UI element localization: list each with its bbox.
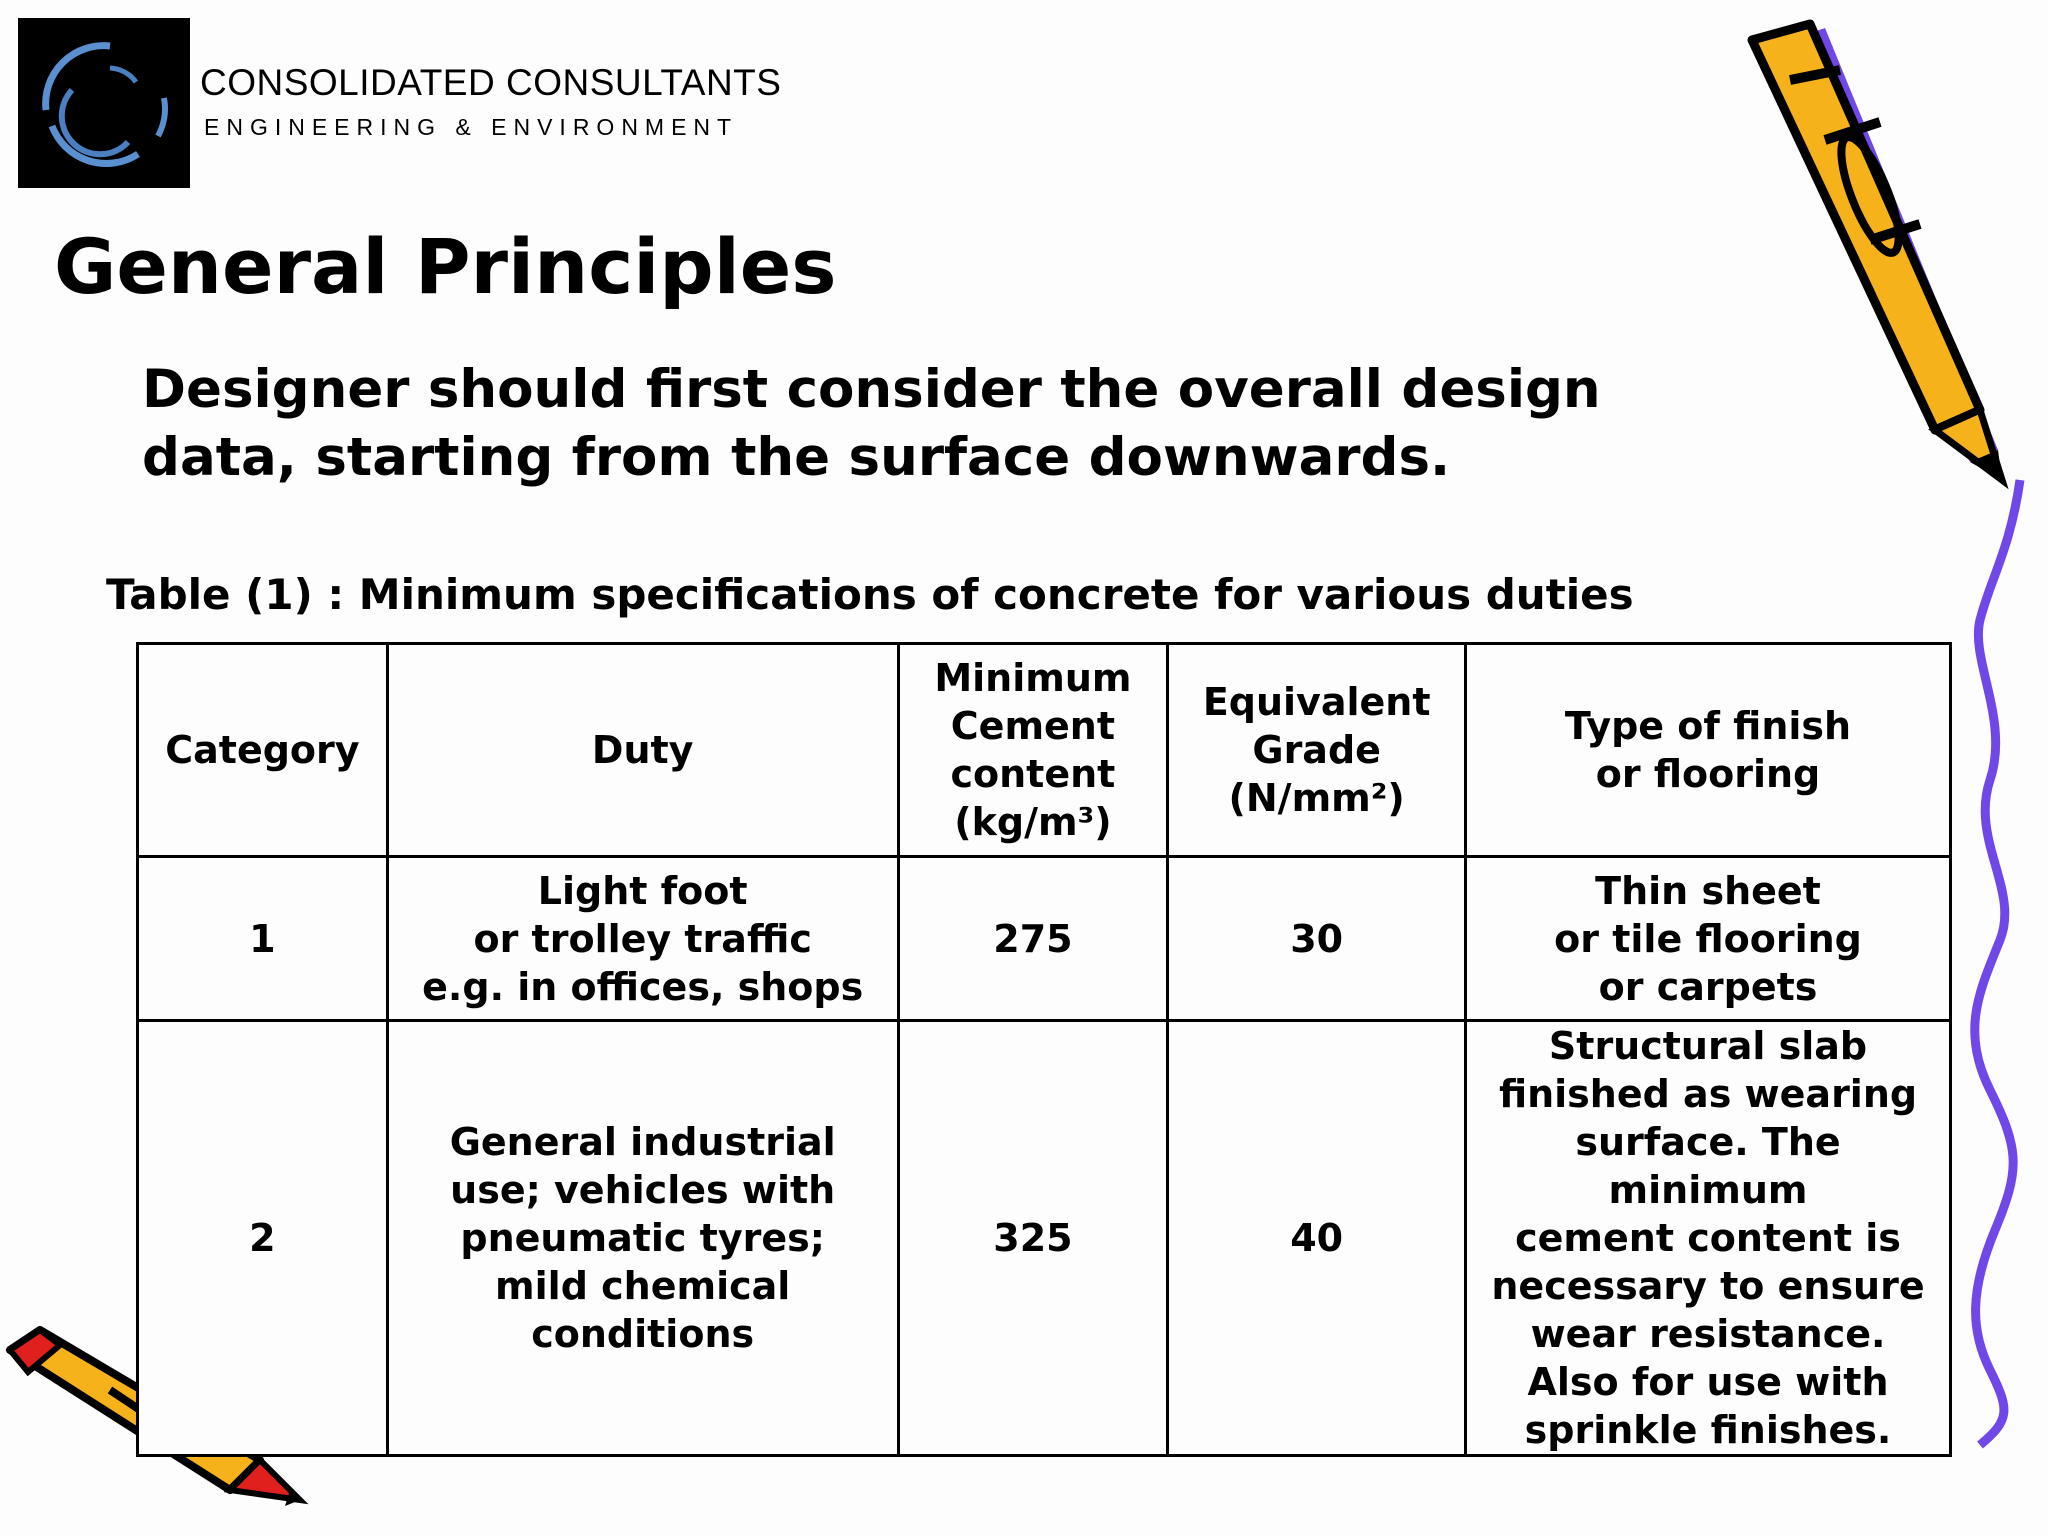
header-cell-category: Category: [138, 644, 388, 857]
cell-category: 1: [138, 857, 388, 1021]
cell-duty: Light foot or trolley traffic e.g. in offices, shops: [387, 857, 898, 1021]
cell-grade: 30: [1168, 857, 1466, 1021]
table-caption: Table (1) : Minimum specifications of concrete for various duties: [106, 570, 1634, 619]
cell-duty: General industrial use; vehicles with pneumatic tyres; mild chemical conditions: [387, 1021, 898, 1456]
cell-finish: Thin sheet or tile flooring or carpets: [1466, 857, 1951, 1021]
header-cell-duty: Duty: [387, 644, 898, 857]
header-cell-grade: Equivalent Grade (N/mm²): [1168, 644, 1466, 857]
squiggle-line-icon: [1950, 470, 2048, 1450]
company-tagline: ENGINEERING & ENVIRONMENT: [204, 114, 739, 140]
cell-grade: 40: [1168, 1021, 1466, 1456]
cell-finish: Structural slab finished as wearing surface. The minimum cement content is necessary to ensure wear resistance. Also for use with sprinkle finishes.: [1466, 1021, 1951, 1456]
company-logo: [18, 18, 190, 188]
company-name: CONSOLIDATED CONSULTANTS: [200, 62, 782, 103]
cell-cement: 275: [898, 857, 1168, 1021]
page-title: General Principles: [54, 222, 837, 311]
header-cell-finish: Type of finish or flooring: [1466, 644, 1951, 857]
table-row: [138, 1021, 1951, 1456]
table-header-row: [138, 644, 1951, 857]
subtitle-text: Designer should first consider the overall design data, starting from the surface downwards.: [142, 359, 1601, 488]
cell-category: 2: [138, 1021, 388, 1456]
cell-cement: 325: [898, 1021, 1168, 1456]
table-row: [138, 857, 1951, 1021]
header-cell-cement: Minimum Cement content (kg/m³): [898, 644, 1168, 857]
circular-swirl-logo-icon: [18, 18, 190, 188]
pencil-icon: [1730, 10, 2030, 490]
concrete-spec-table: [136, 642, 1952, 1457]
